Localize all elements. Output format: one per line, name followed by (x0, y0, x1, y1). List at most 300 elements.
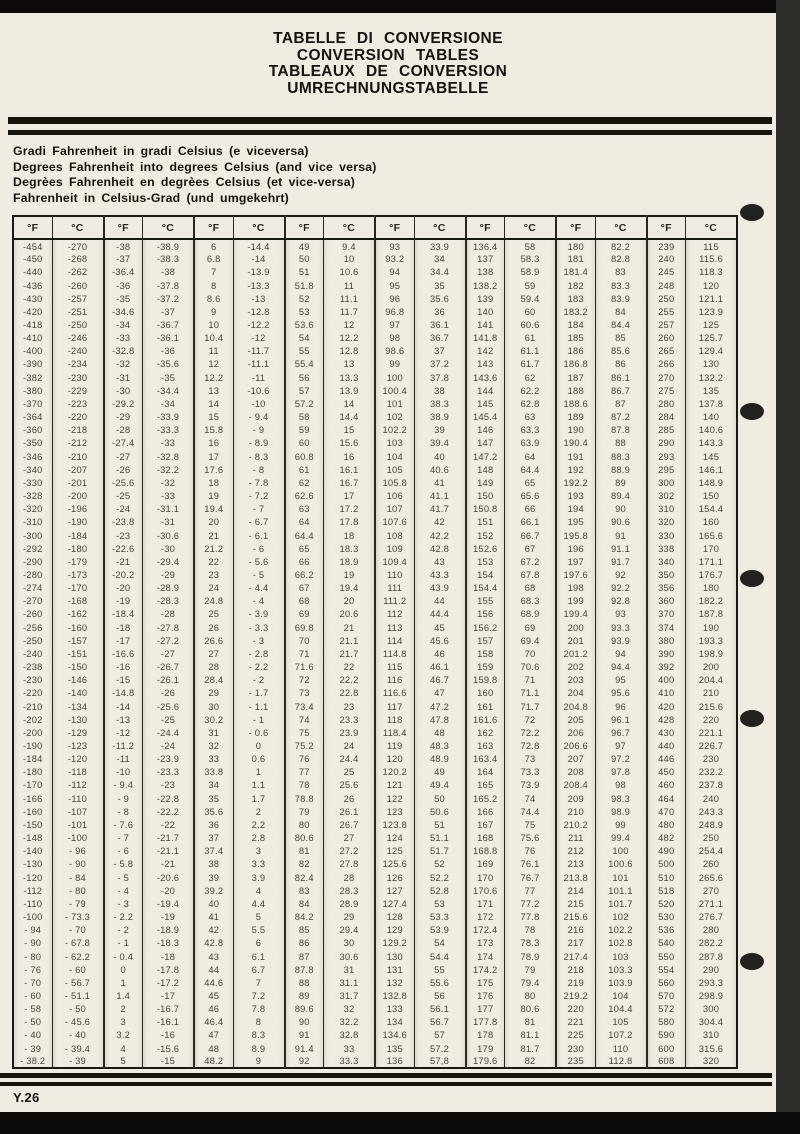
fahrenheit-cell: 188.6 (556, 397, 595, 410)
fahrenheit-cell: 195.8 (556, 528, 595, 541)
fahrenheit-cell: 84.2 (285, 910, 324, 923)
fahrenheit-column-header: °F (285, 216, 324, 239)
celsius-cell: - 3.9 (233, 607, 285, 620)
fahrenheit-cell: 105.8 (375, 476, 414, 489)
fahrenheit-cell: -112 (13, 884, 52, 897)
table-row (13, 778, 737, 791)
celsius-cell: 102.2 (595, 923, 647, 936)
fahrenheit-cell: 48 (194, 1042, 233, 1055)
double-rule-top-upper (8, 117, 772, 124)
celsius-cell: -26.7 (143, 660, 195, 673)
fahrenheit-cell: 181.4 (556, 265, 595, 278)
fahrenheit-cell: 124 (375, 831, 414, 844)
celsius-cell: 87.2 (595, 410, 647, 423)
celsius-cell: -15 (143, 1055, 195, 1068)
fahrenheit-cell: 10.4 (194, 331, 233, 344)
celsius-cell: - 73.3 (52, 910, 104, 923)
celsius-cell: 71.7 (505, 699, 557, 712)
fahrenheit-cell: 59 (285, 423, 324, 436)
celsius-cell: 287.8 (686, 949, 738, 962)
fahrenheit-column-header: °F (194, 216, 233, 239)
celsius-cell: -37 (143, 305, 195, 318)
fahrenheit-cell: 191 (556, 450, 595, 463)
celsius-cell: 41.1 (414, 489, 466, 502)
fahrenheit-cell: 60 (285, 436, 324, 449)
fahrenheit-cell: 141 (466, 318, 505, 331)
fahrenheit-cell: 170.6 (466, 884, 505, 897)
fahrenheit-cell: -360 (13, 423, 52, 436)
fahrenheit-cell: -184 (13, 752, 52, 765)
celsius-cell: 182.2 (686, 594, 738, 607)
celsius-cell: -28.3 (143, 594, 195, 607)
celsius-cell: 46.1 (414, 660, 466, 673)
fahrenheit-cell: 38 (194, 857, 233, 870)
fahrenheit-cell: 350 (647, 568, 686, 581)
fahrenheit-cell: -31 (104, 371, 143, 384)
fahrenheit-cell: 118.4 (375, 726, 414, 739)
celsius-cell: -21.7 (143, 831, 195, 844)
celsius-cell: 27.8 (324, 857, 376, 870)
fahrenheit-cell: -28 (104, 423, 143, 436)
fahrenheit-cell: - 40 (13, 1028, 52, 1041)
celsius-cell: -32.2 (143, 463, 195, 476)
celsius-cell: 22.8 (324, 686, 376, 699)
celsius-cell: 143.3 (686, 436, 738, 449)
celsius-cell: 43.9 (414, 581, 466, 594)
fahrenheit-cell: 28.4 (194, 673, 233, 686)
table-row (13, 818, 737, 831)
celsius-cell: 135 (686, 384, 738, 397)
celsius-cell: -10.6 (233, 384, 285, 397)
celsius-cell: - 2.8 (233, 647, 285, 660)
celsius-cell: 52.8 (414, 884, 466, 897)
celsius-cell: -13 (233, 292, 285, 305)
celsius-cell: 61.7 (505, 357, 557, 370)
celsius-cell: 8.3 (233, 1028, 285, 1041)
celsius-cell: 94 (595, 647, 647, 660)
celsius-cell: 23 (324, 699, 376, 712)
celsius-cell: -10 (233, 397, 285, 410)
fahrenheit-cell: -10 (104, 765, 143, 778)
fahrenheit-cell: 53.6 (285, 318, 324, 331)
fahrenheit-cell: 75.2 (285, 739, 324, 752)
celsius-cell: 110 (595, 1042, 647, 1055)
fahrenheit-cell: 206 (556, 726, 595, 739)
celsius-cell: 118.3 (686, 265, 738, 278)
celsius-cell: 90.6 (595, 515, 647, 528)
fahrenheit-cell: 115 (375, 660, 414, 673)
celsius-cell: -112 (52, 778, 104, 791)
fahrenheit-cell: 133 (375, 1002, 414, 1015)
fahrenheit-cell: 464 (647, 792, 686, 805)
celsius-cell: 61 (505, 331, 557, 344)
celsius-cell: -16.7 (143, 1002, 195, 1015)
fahrenheit-cell: 32 (194, 739, 233, 752)
celsius-cell: 75 (505, 818, 557, 831)
celsius-cell: -30 (143, 542, 195, 555)
celsius-cell: 290 (686, 963, 738, 976)
fahrenheit-cell: -35 (104, 292, 143, 305)
fahrenheit-cell: 7 (194, 265, 233, 278)
celsius-cell: 88.9 (595, 463, 647, 476)
fahrenheit-cell: 173 (466, 936, 505, 949)
celsius-cell: 123.9 (686, 305, 738, 318)
celsius-cell: 31.7 (324, 989, 376, 1002)
fahrenheit-cell: 138.2 (466, 278, 505, 291)
fahrenheit-cell: -13 (104, 713, 143, 726)
celsius-cell: 56 (414, 989, 466, 1002)
fahrenheit-cell: -110 (13, 897, 52, 910)
celsius-cell: 130 (686, 357, 738, 370)
punch-hole-1 (740, 204, 764, 221)
fahrenheit-cell: 66 (285, 555, 324, 568)
celsius-cell: 17.2 (324, 502, 376, 515)
subtitle-german: Fahrenheit in Celsius-Grad (und umgekehrt) (13, 190, 289, 205)
celsius-cell: 20 (324, 594, 376, 607)
fahrenheit-cell: -250 (13, 634, 52, 647)
celsius-cell: 112.8 (595, 1055, 647, 1068)
celsius-cell: 49.4 (414, 778, 466, 791)
celsius-cell: 58 (505, 239, 557, 252)
celsius-cell: 69 (505, 621, 557, 634)
celsius-cell: 86.1 (595, 371, 647, 384)
fahrenheit-cell: 51.8 (285, 278, 324, 291)
fahrenheit-cell: -29.2 (104, 397, 143, 410)
fahrenheit-cell: 217.4 (556, 949, 595, 962)
fahrenheit-cell: 206.6 (556, 739, 595, 752)
fahrenheit-cell: 184 (556, 318, 595, 331)
fahrenheit-cell: 69 (285, 607, 324, 620)
celsius-cell: 74 (505, 792, 557, 805)
celsius-cell: - 1.1 (233, 699, 285, 712)
fahrenheit-cell: 19.4 (194, 502, 233, 515)
fahrenheit-cell: 201 (556, 634, 595, 647)
celsius-cell: 28.9 (324, 897, 376, 910)
celsius-cell: - 80 (52, 884, 104, 897)
fahrenheit-cell: -170 (13, 778, 52, 791)
title-italian: TABELLE DI CONVERSIONE (273, 30, 503, 47)
fahrenheit-cell: 136.4 (466, 239, 505, 252)
fahrenheit-cell: 213.8 (556, 871, 595, 884)
fahrenheit-cell: 120.2 (375, 765, 414, 778)
fahrenheit-cell: -22.6 (104, 542, 143, 555)
celsius-cell: 1 (233, 765, 285, 778)
celsius-cell: -35.6 (143, 357, 195, 370)
fahrenheit-cell: 179.6 (466, 1055, 505, 1068)
fahrenheit-cell: 94 (375, 265, 414, 278)
fahrenheit-cell: 520 (647, 897, 686, 910)
fahrenheit-cell: 28 (194, 660, 233, 673)
fahrenheit-cell: 188 (556, 384, 595, 397)
fahrenheit-cell: 158 (466, 647, 505, 660)
fahrenheit-cell: 400 (647, 673, 686, 686)
fahrenheit-cell: 172 (466, 910, 505, 923)
fahrenheit-cell: -400 (13, 344, 52, 357)
fahrenheit-cell: -292 (13, 542, 52, 555)
celsius-cell: -220 (52, 410, 104, 423)
celsius-cell: 107.2 (595, 1028, 647, 1041)
fahrenheit-cell: 197 (556, 555, 595, 568)
celsius-cell: - 7.2 (233, 489, 285, 502)
table-row (13, 805, 737, 818)
celsius-cell: 66 (505, 502, 557, 515)
fahrenheit-cell: 198 (556, 581, 595, 594)
celsius-cell: -36.7 (143, 318, 195, 331)
celsius-cell: 180 (686, 581, 738, 594)
fahrenheit-cell: 93 (375, 239, 414, 252)
celsius-cell: 60 (505, 305, 557, 318)
fahrenheit-cell: 25 (194, 607, 233, 620)
table-row (13, 542, 737, 555)
celsius-cell: 58.9 (505, 265, 557, 278)
celsius-cell: - 1 (233, 713, 285, 726)
celsius-cell: 5 (233, 910, 285, 923)
celsius-cell: -37.8 (143, 278, 195, 291)
fahrenheit-cell: 45 (194, 989, 233, 1002)
table-row (13, 765, 737, 778)
celsius-cell: -35 (143, 371, 195, 384)
fahrenheit-cell: 330 (647, 528, 686, 541)
celsius-cell: 150 (686, 489, 738, 502)
celsius-cell: - 5.6 (233, 555, 285, 568)
celsius-cell: 100 (595, 844, 647, 857)
fahrenheit-cell: 116.6 (375, 686, 414, 699)
fahrenheit-cell: 300 (647, 476, 686, 489)
fahrenheit-cell: 211 (556, 831, 595, 844)
celsius-cell: 56.7 (414, 1015, 466, 1028)
celsius-cell: 6.1 (233, 949, 285, 962)
fahrenheit-cell: -180 (13, 765, 52, 778)
fahrenheit-cell: 210.2 (556, 818, 595, 831)
celsius-cell: - 8.3 (233, 450, 285, 463)
celsius-cell: -207 (52, 463, 104, 476)
fahrenheit-cell: -21 (104, 555, 143, 568)
fahrenheit-cell: 118 (375, 713, 414, 726)
celsius-cell: 44 (414, 594, 466, 607)
fahrenheit-cell: -256 (13, 621, 52, 634)
celsius-cell: 84.4 (595, 318, 647, 331)
fahrenheit-cell: 52 (285, 292, 324, 305)
fahrenheit-cell: -430 (13, 292, 52, 305)
celsius-cell: 96 (595, 699, 647, 712)
celsius-cell: 40.6 (414, 463, 466, 476)
fahrenheit-cell: 47 (194, 1028, 233, 1041)
table-row (13, 555, 737, 568)
fahrenheit-cell: 285 (647, 423, 686, 436)
fahrenheit-cell: -14 (104, 699, 143, 712)
table-row (13, 739, 737, 752)
celsius-cell: 7.2 (233, 989, 285, 1002)
celsius-cell: 80.6 (505, 1002, 557, 1015)
celsius-cell: 47.2 (414, 699, 466, 712)
celsius-cell: 13 (324, 357, 376, 370)
fahrenheit-cell: 204 (556, 686, 595, 699)
fahrenheit-cell: -280 (13, 568, 52, 581)
celsius-cell: 54.4 (414, 949, 466, 962)
fahrenheit-cell: -418 (13, 318, 52, 331)
fahrenheit-cell: 60.8 (285, 450, 324, 463)
celsius-cell: 93.9 (595, 634, 647, 647)
celsius-cell: -229 (52, 384, 104, 397)
fahrenheit-cell: 68 (285, 594, 324, 607)
fahrenheit-cell: 148 (466, 463, 505, 476)
celsius-cell: 17 (324, 489, 376, 502)
celsius-cell: 35.6 (414, 292, 466, 305)
fahrenheit-cell: 93.2 (375, 252, 414, 265)
celsius-cell: -24 (143, 739, 195, 752)
celsius-cell: 93.3 (595, 621, 647, 634)
celsius-cell: 90 (595, 502, 647, 515)
table-row (13, 936, 737, 949)
punch-hole-3 (740, 570, 764, 587)
fahrenheit-cell: -140 (13, 844, 52, 857)
fahrenheit-cell: 168.8 (466, 844, 505, 857)
fahrenheit-cell: 1 (104, 976, 143, 989)
fahrenheit-cell: -38 (104, 239, 143, 252)
fahrenheit-cell: 500 (647, 857, 686, 870)
fahrenheit-cell: 40 (194, 897, 233, 910)
celsius-cell: -270 (52, 239, 104, 252)
fahrenheit-cell: 39.2 (194, 884, 233, 897)
fahrenheit-cell: 69.8 (285, 621, 324, 634)
fahrenheit-cell: -34 (104, 318, 143, 331)
fahrenheit-cell: - 39 (13, 1042, 52, 1055)
fahrenheit-cell: 217 (556, 936, 595, 949)
celsius-cell: -27 (143, 647, 195, 660)
fahrenheit-cell: 230 (556, 1042, 595, 1055)
fahrenheit-cell: -20.2 (104, 568, 143, 581)
fahrenheit-cell: 8.6 (194, 292, 233, 305)
celsius-cell: -20.6 (143, 871, 195, 884)
celsius-cell: -123 (52, 739, 104, 752)
celsius-cell: 40 (414, 450, 466, 463)
celsius-cell: -101 (52, 818, 104, 831)
fahrenheit-cell: 5 (104, 1055, 143, 1068)
fahrenheit-cell: 145 (466, 397, 505, 410)
celsius-cell: -22.2 (143, 805, 195, 818)
fahrenheit-cell: 410 (647, 686, 686, 699)
fahrenheit-cell: -16.6 (104, 647, 143, 660)
celsius-cell: 55.6 (414, 976, 466, 989)
celsius-cell: - 56.7 (52, 976, 104, 989)
celsius-cell: - 79 (52, 897, 104, 910)
celsius-cell: -29 (143, 568, 195, 581)
fahrenheit-cell: 560 (647, 976, 686, 989)
fahrenheit-cell: -274 (13, 581, 52, 594)
celsius-cell: 8.9 (233, 1042, 285, 1055)
celsius-cell: 64.4 (505, 463, 557, 476)
celsius-cell: 77.8 (505, 910, 557, 923)
fahrenheit-cell: 89 (285, 989, 324, 1002)
celsius-cell: -118 (52, 765, 104, 778)
fahrenheit-cell: -320 (13, 502, 52, 515)
celsius-cell: 42 (414, 515, 466, 528)
table-row (13, 581, 737, 594)
fahrenheit-cell: 110 (375, 568, 414, 581)
fahrenheit-cell: -15 (104, 673, 143, 686)
celsius-cell: 102 (595, 910, 647, 923)
fahrenheit-cell: 73 (285, 686, 324, 699)
fahrenheit-cell: 62 (285, 476, 324, 489)
celsius-cell: -200 (52, 489, 104, 502)
celsius-cell: -17.8 (143, 963, 195, 976)
celsius-cell: -107 (52, 805, 104, 818)
fahrenheit-cell: 42.8 (194, 936, 233, 949)
fahrenheit-cell: 205 (556, 713, 595, 726)
celsius-cell: 140.6 (686, 423, 738, 436)
celsius-cell: -11.1 (233, 357, 285, 370)
table-row (13, 410, 737, 423)
celsius-cell: 145 (686, 450, 738, 463)
table-row (13, 331, 737, 344)
fahrenheit-cell: 3 (104, 1015, 143, 1028)
fahrenheit-cell: 61 (285, 463, 324, 476)
table-row (13, 910, 737, 923)
fahrenheit-cell: 127 (375, 884, 414, 897)
fahrenheit-cell: 33.8 (194, 765, 233, 778)
fahrenheit-column-header: °F (13, 216, 52, 239)
fahrenheit-cell: 440 (647, 739, 686, 752)
fahrenheit-cell: 39 (194, 871, 233, 884)
fahrenheit-cell: 129 (375, 923, 414, 936)
celsius-cell: 11.7 (324, 305, 376, 318)
celsius-cell: 93 (595, 607, 647, 620)
celsius-column-header: °C (686, 216, 738, 239)
celsius-cell: 270 (686, 884, 738, 897)
fahrenheit-cell: 49 (285, 239, 324, 252)
celsius-cell: -38.3 (143, 252, 195, 265)
fahrenheit-cell: 12.2 (194, 371, 233, 384)
fahrenheit-cell: 221 (556, 1015, 595, 1028)
celsius-cell: - 39.4 (52, 1042, 104, 1055)
fahrenheit-cell: 8 (194, 278, 233, 291)
fahrenheit-cell: - 2.2 (104, 910, 143, 923)
celsius-cell: 28 (324, 871, 376, 884)
celsius-cell: - 7.8 (233, 476, 285, 489)
fahrenheit-cell: 151 (466, 515, 505, 528)
celsius-column-header: °C (233, 216, 285, 239)
punch-hole-5 (740, 953, 764, 970)
fahrenheit-cell: 162 (466, 726, 505, 739)
fahrenheit-cell: 123.8 (375, 818, 414, 831)
fahrenheit-cell: 165.2 (466, 792, 505, 805)
celsius-cell: 104 (595, 989, 647, 1002)
fahrenheit-cell: 122 (375, 792, 414, 805)
celsius-cell: 66.1 (505, 515, 557, 528)
celsius-column-header: °C (52, 216, 104, 239)
fahrenheit-cell: 156.2 (466, 621, 505, 634)
celsius-cell: 10 (324, 252, 376, 265)
celsius-cell: 76.7 (505, 871, 557, 884)
fahrenheit-cell: - 76 (13, 963, 52, 976)
celsius-cell: 23.3 (324, 713, 376, 726)
celsius-cell: 29.4 (324, 923, 376, 936)
celsius-cell: 70.6 (505, 660, 557, 673)
fahrenheit-cell: -290 (13, 555, 52, 568)
celsius-cell: 77.2 (505, 897, 557, 910)
fahrenheit-cell: 88 (285, 976, 324, 989)
celsius-cell: 63.9 (505, 436, 557, 449)
fahrenheit-cell: 302 (647, 489, 686, 502)
celsius-cell: -36.1 (143, 331, 195, 344)
fahrenheit-cell: 216 (556, 923, 595, 936)
celsius-cell: 34 (414, 252, 466, 265)
celsius-cell: 88 (595, 436, 647, 449)
fahrenheit-cell: 144 (466, 384, 505, 397)
celsius-cell: -168 (52, 594, 104, 607)
fahrenheit-cell: -36 (104, 278, 143, 291)
fahrenheit-cell: 62.6 (285, 489, 324, 502)
